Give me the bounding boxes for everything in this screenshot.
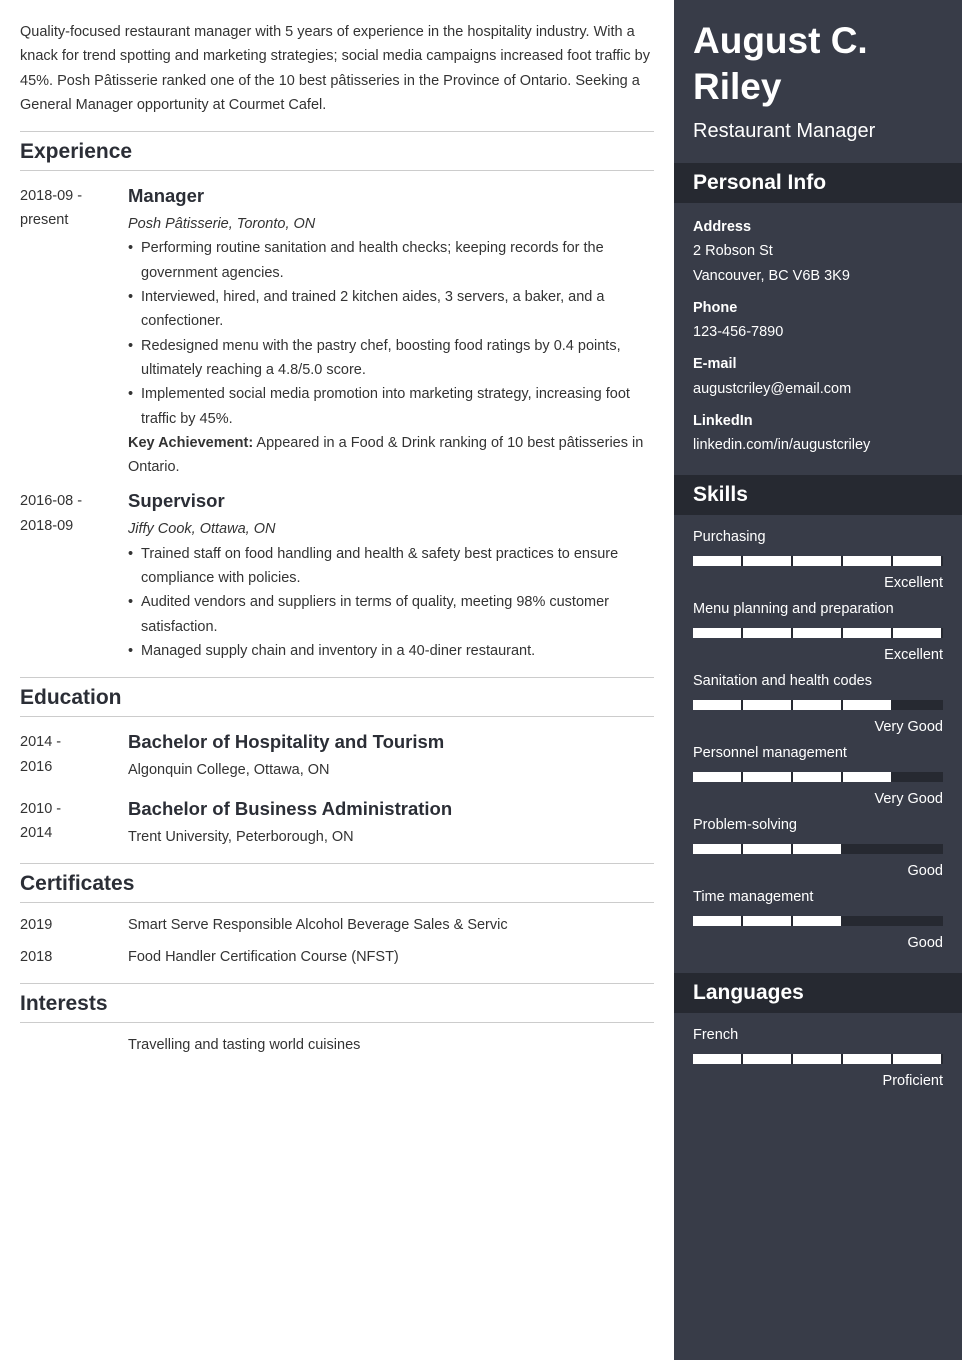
job-bullet: • Trained staff on food handling and health & safety best practices to ensure compliance with policies. [128,542,654,591]
interest-row [20,1033,654,1057]
skill-level-segment [893,628,941,638]
date-from: 2014 - [20,734,62,751]
date-from: 2016-08 - [20,493,83,510]
skill-level-label: Good [907,862,943,879]
skill-level-segment [793,1054,841,1064]
job-date [20,184,128,479]
skill-level-label: Excellent [884,574,943,591]
certificate-name: Smart Serve Responsible Alcohol Beverage Sales & Servic [128,916,508,933]
skill-level-label: Excellent [884,646,943,663]
skill-level-segment [843,844,891,854]
phone-label: Phone [693,299,738,316]
skill-level-label: Very Good [874,790,943,807]
skill-level-segment [843,628,891,638]
certificate-name: Food Handler Certification Course (NFST) [128,948,399,965]
skill-level-segment [693,700,741,710]
skill-level-segment [793,700,841,710]
job-bullet: • Managed supply chain and inventory in a 40-diner restaurant. [128,639,654,663]
key-achievement-label: Key Achievement: [128,434,254,451]
job-bullet: • Redesigned menu with the pastry chef, boosting food ratings by 0.4 points, ultimately reaching a 4.8/5.0 score. [128,334,654,383]
job-bullet: • Implemented social media promotion into marketing strategy, increasing foot traffic by 45%. [128,382,654,431]
certificate-row [20,945,654,969]
education-entry [20,730,654,782]
skill-name: Problem-solving [693,816,797,833]
skill-level-segment [743,628,791,638]
name-line-1: August C. [693,20,868,61]
skill-level-segment [893,844,941,854]
education-section [20,677,654,849]
skill-level-label: Proficient [882,1072,943,1089]
skill-level-segment [693,556,741,566]
job-role: Supervisor [128,490,225,512]
skill-level-segment [743,844,791,854]
skill-item [693,741,943,811]
skill-level-bar [693,556,943,566]
key-achievement-text: Appeared in a Food & Drink ranking of 10 best pâtisseries in Ontario. [128,434,644,476]
certificates-section [20,863,654,969]
job-body [128,489,654,663]
skill-name: Personnel management [693,744,847,761]
skill-level-bar [693,700,943,710]
experience-section [20,131,654,663]
degree: Bachelor of Business Administration [128,797,453,819]
address-line-1: 2 Robson St [693,243,773,260]
school: Algonquin College, Ottawa, ON [128,762,330,779]
job-org: Posh Pâtisserie, Toronto, ON [128,216,316,233]
job-bullet: • Audited vendors and suppliers in terms of quality, meeting 98% customer satisfaction. [128,590,654,639]
education-body [128,797,654,849]
personal-info [674,203,962,475]
skill-level-segment [743,1054,791,1064]
skill-level-segment [743,556,791,566]
skills-list [674,515,962,973]
date-from: 2010 - [20,800,62,817]
interest-spacer [20,1033,128,1057]
skill-level-segment [793,772,841,782]
skill-level-bar [693,1054,943,1064]
skill-level-segment [693,628,741,638]
certificate-year: 2019 [20,916,53,933]
skill-level-segment [893,556,941,566]
linkedin-label: LinkedIn [693,413,753,430]
date-to: present [20,212,69,229]
email-label: E-mail [693,356,737,373]
linkedin-value[interactable]: linkedin.com/in/augustcriley [693,437,871,454]
certificate-year: 2018 [20,948,53,965]
skill-level-segment [693,916,741,926]
personal-info-heading: Personal Info [674,163,962,203]
skill-item [693,597,943,667]
skill-level-segment [893,772,941,782]
name-line-2: Riley [693,66,782,107]
skill-level-segment [693,844,741,854]
education-heading: Education [20,678,654,717]
skill-level-bar [693,916,943,926]
skill-level-segment [843,556,891,566]
skill-item [693,525,943,595]
job-entry [20,184,654,479]
skill-level-segment [893,700,941,710]
certificates-heading: Certificates [20,864,654,903]
school: Trent University, Peterborough, ON [128,828,354,845]
skill-name: Menu planning and preparation [693,600,894,617]
education-date [20,730,128,782]
interest-text: Travelling and tasting world cuisines [128,1036,361,1053]
education-body [128,730,654,782]
skill-level-segment [843,916,891,926]
skill-name: Sanitation and health codes [693,672,872,689]
skill-level-bar [693,844,943,854]
job-org: Jiffy Cook, Ottawa, ON [128,521,276,538]
skill-level-segment [843,1054,891,1064]
skill-level-segment [793,916,841,926]
date-to: 2014 [20,824,53,841]
education-entry [20,797,654,849]
skill-level-segment [793,628,841,638]
job-body [128,184,654,479]
skill-level-segment [893,916,941,926]
skill-item [693,885,943,955]
skill-level-label: Very Good [874,718,943,735]
skill-level-segment [793,844,841,854]
phone-value: 123-456-7890 [693,324,784,341]
skill-level-segment [793,556,841,566]
job-bullet: • Interviewed, hired, and trained 2 kitchen aides, 3 servers, a baker, and a confectioner. [128,285,654,334]
skill-level-bar [693,628,943,638]
skill-name: French [693,1026,739,1043]
interests-section [20,983,654,1057]
certificate-row [20,913,654,937]
skill-level-segment [743,772,791,782]
job-title: Restaurant Manager [693,120,876,142]
degree: Bachelor of Hospitality and Tourism [128,731,445,753]
candidate-name [674,0,962,110]
job-bullet: • Performing routine sanitation and health checks; keeping records for the government agencies. [128,236,654,285]
skill-level-segment [743,700,791,710]
education-date [20,797,128,849]
date-to: 2016 [20,758,53,775]
languages-heading: Languages [674,973,962,1013]
job-role: Manager [128,185,205,207]
skill-level-segment [743,916,791,926]
address-line-2: Vancouver, BC V6B 3K9 [693,267,850,284]
skills-heading: Skills [674,475,962,515]
job-date [20,489,128,663]
email-value[interactable]: augustcriley@email.com [693,380,852,397]
skill-item [693,1023,943,1093]
interests-heading: Interests [20,984,654,1023]
skill-item [693,669,943,739]
skill-level-segment [843,700,891,710]
skill-level-segment [693,772,741,782]
summary: Quality-focused restaurant manager with 5 years of experience in the hospitality industry. With a knack for trend spotting and marketing strategies; social media campaigns increased foot traffic by 45%. Posh Pâtisserie ranked one of the 10 best pâtisseries in the Province of Ontario. Seeking a General Manager opportunity at Courmet Cafel. [20,24,650,113]
sidebar [674,0,962,1360]
experience-heading: Experience [20,132,654,171]
skill-level-segment [893,1054,941,1064]
languages-list [674,1013,962,1111]
address-label: Address [693,219,752,235]
skill-level-segment [843,772,891,782]
skill-name: Purchasing [693,528,766,545]
skill-level-segment [693,1054,741,1064]
skill-level-label: Good [907,934,943,951]
skill-name: Time management [693,888,814,905]
date-from: 2018-09 - [20,188,83,205]
key-achievement [128,431,654,480]
job-entry [20,489,654,663]
skill-level-bar [693,772,943,782]
skill-item [693,813,943,883]
date-to: 2018-09 [20,517,74,534]
